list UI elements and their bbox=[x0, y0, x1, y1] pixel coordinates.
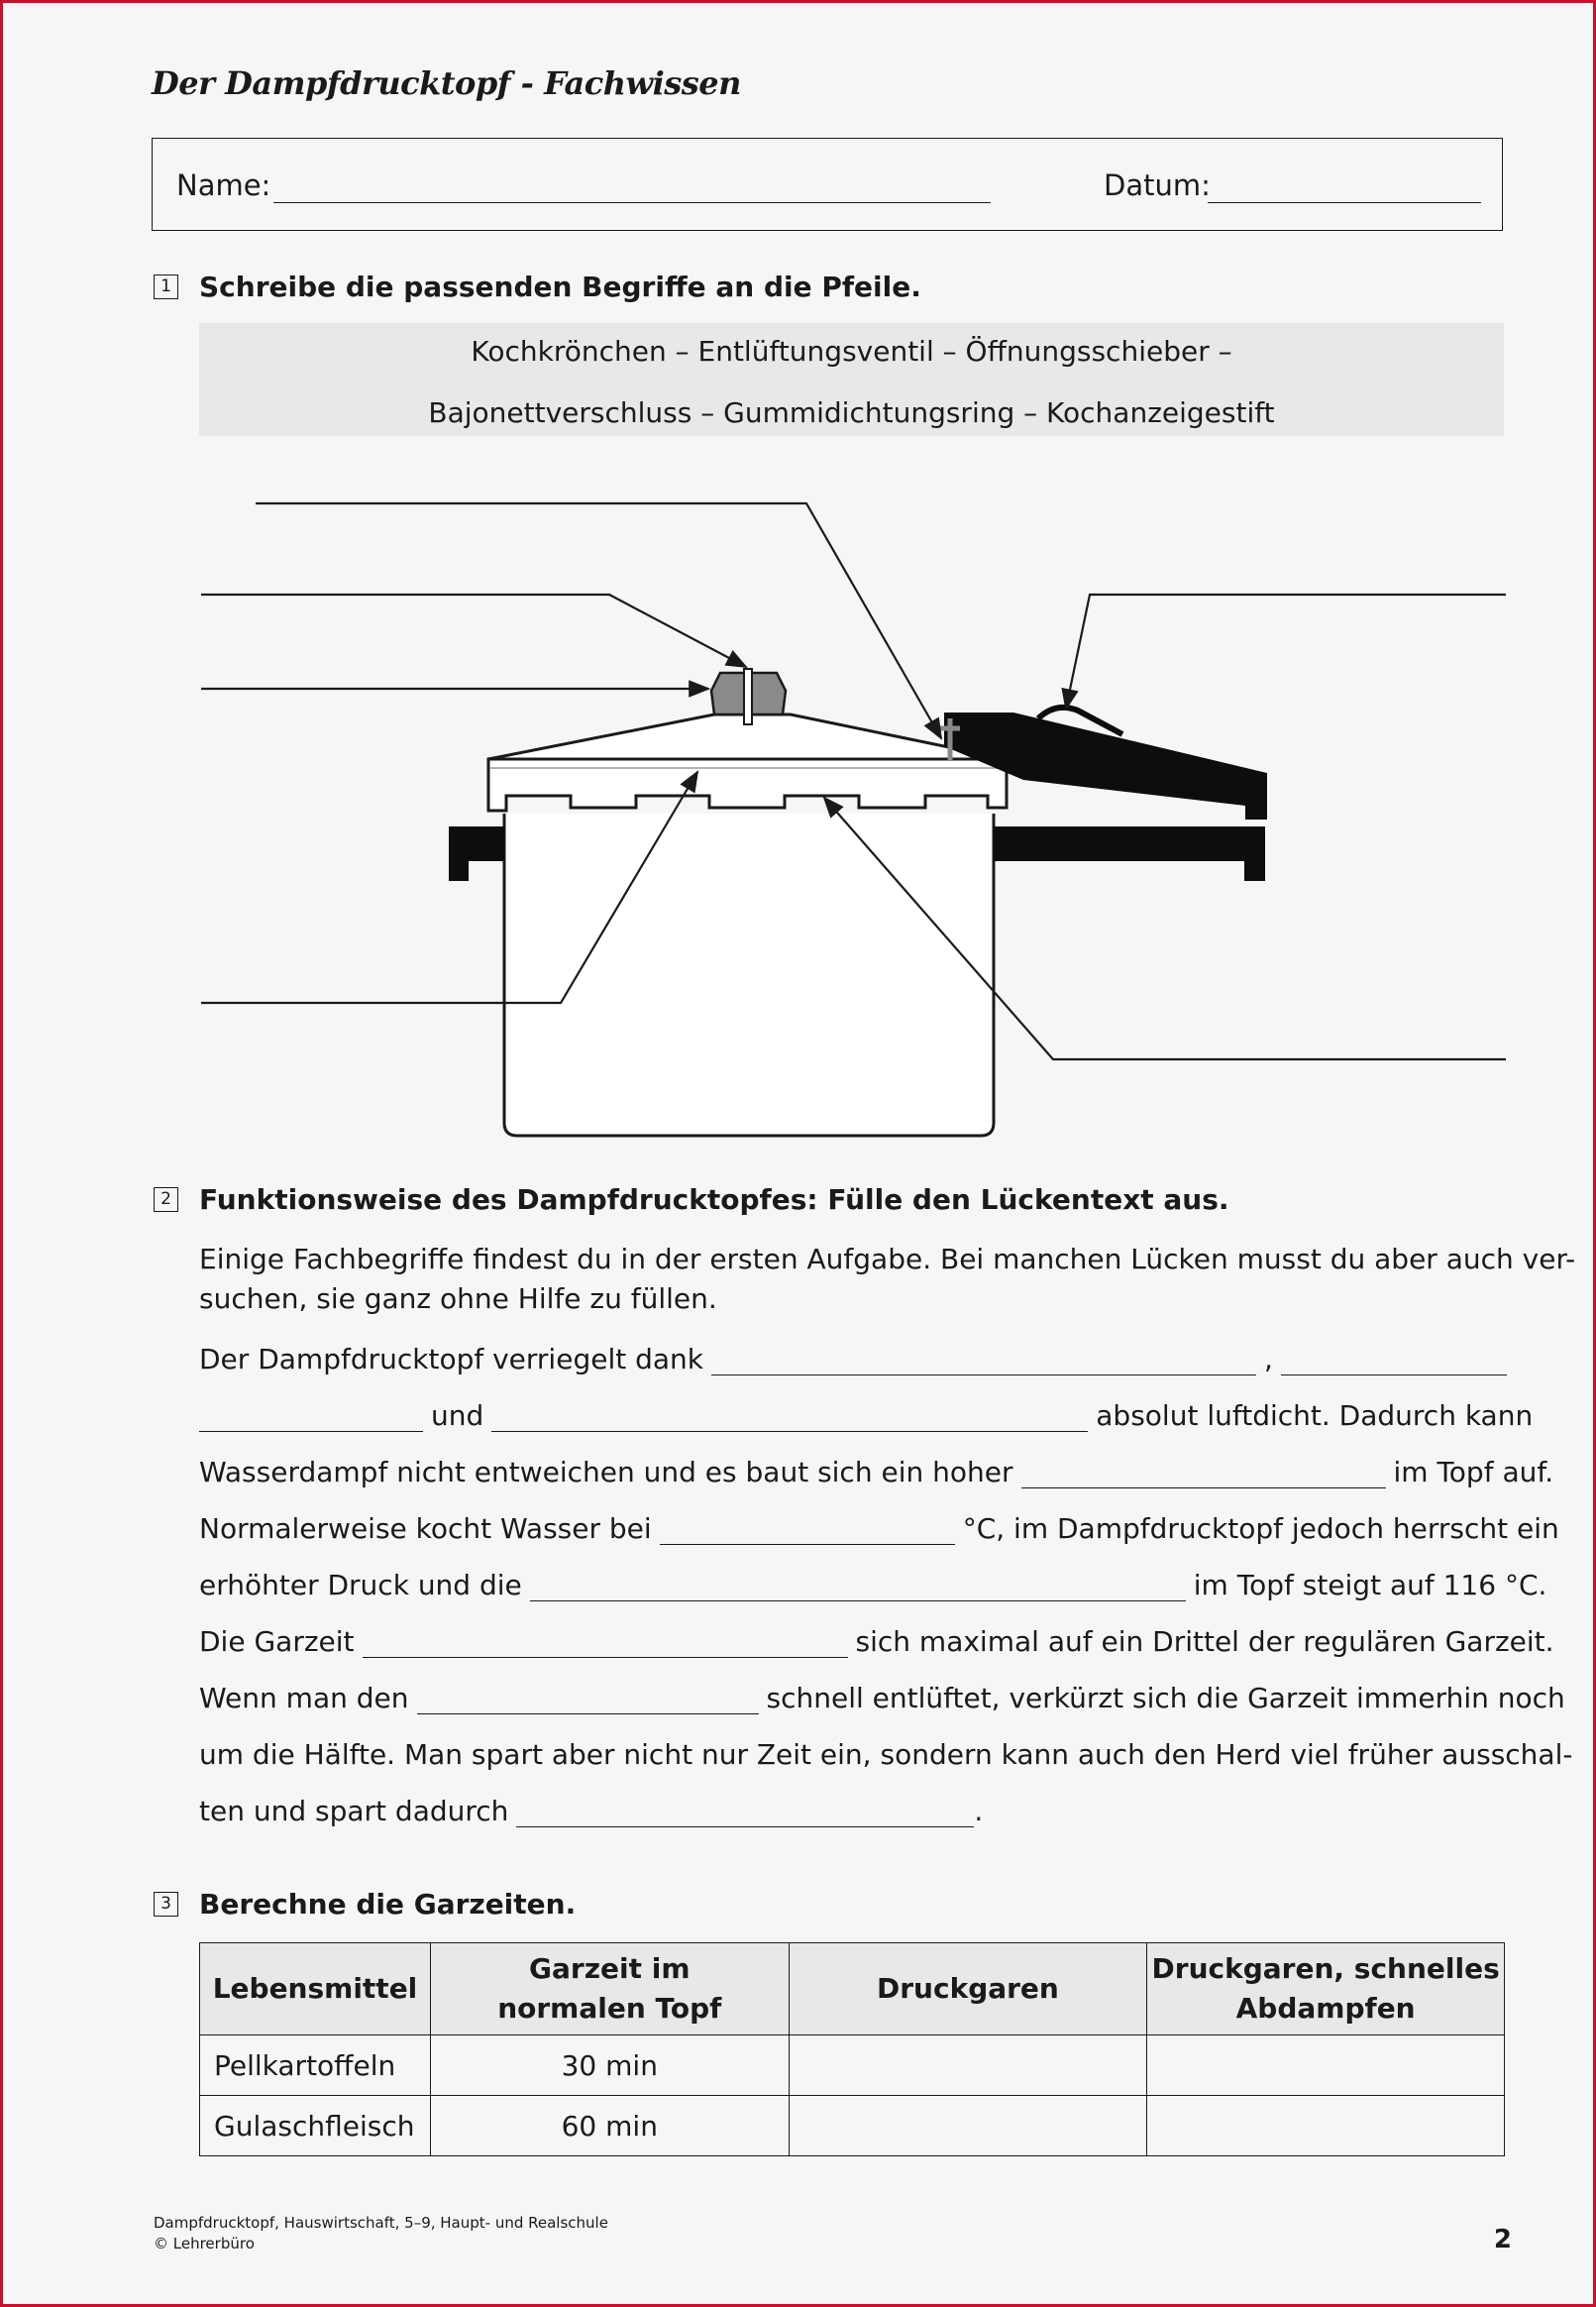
footer-copyright: © Lehrerbüro bbox=[154, 2235, 255, 2252]
page-title: Der Dampfdrucktopf - Fachwissen bbox=[152, 64, 741, 102]
cloze-text-part: ten und spart dadurch bbox=[199, 1795, 509, 1827]
cooking-time-table bbox=[199, 1942, 1505, 2156]
task3-heading: Berechne die Garzeiten. bbox=[199, 1888, 577, 1921]
cloze-text-part: Wasserdampf nicht entweichen und es baut sich ein hoher bbox=[199, 1456, 1013, 1488]
table-row bbox=[200, 2035, 1505, 2096]
cloze-blank-10[interactable] bbox=[516, 1795, 974, 1827]
normal-time-cell: 60 min bbox=[430, 2096, 789, 2156]
cloze-text-part: Wenn man den bbox=[199, 1682, 409, 1714]
cloze-text-part: , bbox=[1264, 1343, 1273, 1375]
table-header-row bbox=[200, 1943, 1505, 2035]
cloze-blank-7[interactable] bbox=[530, 1569, 1186, 1601]
header-lebensmittel: Lebensmittel bbox=[200, 1943, 431, 2035]
cloze-text-part: im Topf auf. bbox=[1393, 1456, 1554, 1488]
cloze-text-part: sich maximal auf ein Drittel der regulären Garzeit. bbox=[855, 1625, 1554, 1658]
header-garzeit-normal bbox=[430, 1943, 789, 2035]
lid-rim bbox=[488, 759, 1007, 811]
cloze-text-part: Der Dampfdrucktopf verriegelt dank bbox=[199, 1343, 703, 1375]
footer-source: Dampfdrucktopf, Hauswirtschaft, 5–9, Haupt- und Realschule bbox=[154, 2214, 608, 2232]
cloze-text-part: absolut luftdicht. Dadurch kann bbox=[1096, 1399, 1534, 1432]
cloze-text-part: °C, im Dampfdrucktopf jedoch herrscht ein bbox=[962, 1512, 1559, 1545]
druckgaren-answer-cell[interactable] bbox=[789, 2096, 1147, 2156]
task2-heading: Funktionsweise des Dampfdrucktopfes: Fülle den Lückentext aus. bbox=[199, 1183, 1229, 1216]
cloze-text-part: Die Garzeit bbox=[199, 1625, 355, 1658]
cloze-text-part: schnell entlüftet, verkürzt sich die Garzeit immerhin noch bbox=[766, 1682, 1565, 1714]
druckgaren-answer-cell[interactable] bbox=[789, 2035, 1147, 2096]
cloze-blank-8[interactable] bbox=[363, 1625, 848, 1658]
cloze-text-part: Normalerweise kocht Wasser bei bbox=[199, 1512, 652, 1545]
right-handle bbox=[994, 826, 1265, 881]
cloze-text-part: im Topf steigt auf 116 °C. bbox=[1193, 1569, 1547, 1601]
cloze-text-part: und bbox=[431, 1399, 484, 1432]
left-handle bbox=[449, 826, 504, 881]
header-garzeit-line2: normalen Topf bbox=[497, 1992, 722, 2025]
food-cell: Gulaschfleisch bbox=[200, 2096, 431, 2156]
header-druckgaren: Druckgaren bbox=[789, 1943, 1147, 2035]
name-label: Name: bbox=[176, 168, 271, 202]
cloze-blank-6[interactable] bbox=[660, 1512, 955, 1545]
food-cell: Pellkartoffeln bbox=[200, 2035, 431, 2096]
page-number: 2 bbox=[1493, 2225, 1512, 2254]
kochanzeigestift-pin bbox=[744, 669, 752, 724]
table-row bbox=[200, 2096, 1505, 2156]
cloze-blank-2[interactable] bbox=[1281, 1343, 1507, 1375]
cloze-blank-9[interactable] bbox=[417, 1682, 759, 1714]
terms-line-2: Bajonettverschluss – Gummidichtungsring – Kochanzeigestift bbox=[428, 396, 1275, 429]
task3-number: 3 bbox=[154, 1892, 178, 1917]
normal-time-cell: 30 min bbox=[430, 2035, 789, 2096]
cloze-blank-3[interactable] bbox=[199, 1399, 423, 1432]
task2-intro-1: Einige Fachbegriffe findest du in der ersten Aufgabe. Bei manchen Lücken musst du aber auch ver- bbox=[199, 1243, 1576, 1275]
label-line-2 bbox=[201, 595, 746, 667]
terms-line-1: Kochkrönchen – Entlüftungsventil – Öffnungsschieber – bbox=[471, 335, 1232, 368]
task2-intro-2: suchen, sie ganz ohne Hilfe zu füllen. bbox=[199, 1282, 717, 1315]
cloze-text-part: um die Hälfte. Man spart aber nicht nur Zeit ein, sondern kann auch den Herd viel früher ausschal- bbox=[199, 1738, 1573, 1771]
worksheet-page bbox=[3, 3, 1593, 2304]
cloze-blank-1[interactable] bbox=[711, 1343, 1256, 1375]
task1-number: 1 bbox=[154, 275, 178, 299]
abdampfen-answer-cell[interactable] bbox=[1147, 2096, 1505, 2156]
cloze-text-part: . bbox=[974, 1795, 984, 1827]
footer bbox=[154, 2213, 608, 2254]
cloze-blank-4[interactable] bbox=[491, 1399, 1088, 1432]
cloze-blank-5[interactable] bbox=[1021, 1456, 1386, 1488]
label-line-4 bbox=[1066, 595, 1506, 709]
task2-number: 2 bbox=[154, 1187, 178, 1212]
label-line-1 bbox=[256, 503, 941, 738]
header-garzeit-line1: Garzeit im bbox=[529, 1952, 691, 1985]
date-label: Datum: bbox=[1104, 168, 1211, 202]
header-abdampfen-line2: Abdampfen bbox=[1235, 1992, 1416, 2025]
cloze-text-part: erhöhter Druck und die bbox=[199, 1569, 522, 1601]
abdampfen-answer-cell[interactable] bbox=[1147, 2035, 1505, 2096]
header-druckgaren-abdampfen bbox=[1147, 1943, 1505, 2035]
task1-heading: Schreibe die passenden Begriffe an die Pfeile. bbox=[199, 271, 921, 303]
header-abdampfen-line1: Druckgaren, schnelles bbox=[1151, 1952, 1500, 1985]
pressure-cooker-diagram bbox=[3, 3, 1593, 1172]
